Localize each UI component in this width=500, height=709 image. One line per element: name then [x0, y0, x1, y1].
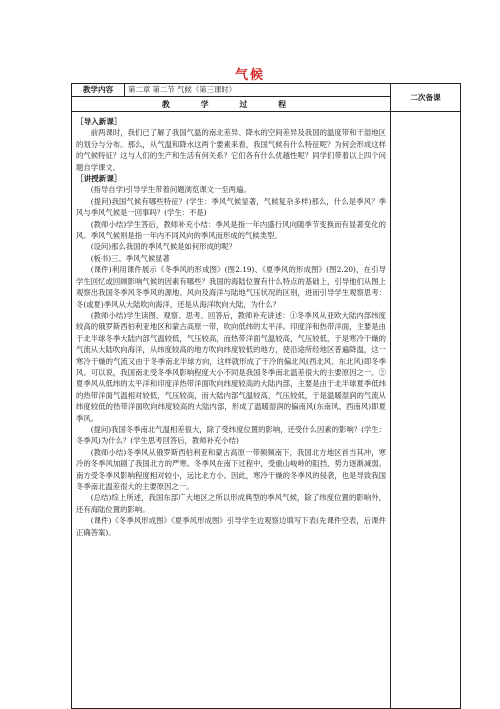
teaching-content-label: 教学内容 [72, 84, 125, 97]
lesson-paragraph: (课件)利用课件展示《冬季风的形成图》(图2.19)、《夏季风的形成图》(图2.20)，在引导学生回忆或回顾影响气候的因素有哪些？我国的海陆位置有什么特点的基础上，引导他们从图上观察出我国冬季风冬季风的源地、风向及海洋与陆地气压状况的区别，进而引导学生观察思考：冬(或夏)季风从大陆吹向海洋，还是从海洋吹向大陆，为什么？ [76, 265, 386, 309]
intro-paragraph: 前两课时，我们已了解了我国气温的南北差异、降水的空间差异及我国的温度带和干湿地区的划分与分布。那么，从气温和降水这两个要素来看，我国气候有什么特征呢？为何会形成这样的气候特征？这与人们的生产和生活有何关系？它们各有什么优越性呢？同学们带着以上四个问题自学课文。 [76, 128, 386, 172]
lesson-paragraph: (课件)《冬季风形成图》《夏季风形成图》引导学生边观察边填写下表(先课件空表，后课件正确答案)。 [76, 516, 386, 537]
document-title: 气候 [234, 68, 265, 83]
lesson-paragraph: (设问)那么我国的季风气候是如何形成的呢？ [90, 242, 236, 252]
header-row [72, 84, 461, 97]
section-heading-intro: ［导入新课］ [76, 117, 122, 126]
teaching-process-heading: 教 学 过 程 [72, 97, 391, 112]
lesson-paragraph: (教师小结)冬季风从俄罗斯西伯利亚和蒙古高原一带频频南下，我国北方地区首当其冲，寒冷的冬季风加剧了我国北方的严寒。冬季风在南下过程中，受重山峻岭的阻挡，势力逐渐减弱。南方受冬季风影响程度相对较小，远比北方小。因此，寒冷干燥的冬季风的侵袭，也是导致我国冬季南北温差很大的主要原因之一。 [76, 447, 386, 491]
second-prep-column [391, 112, 461, 709]
teaching-content-value: 第二章 第二节 气候（第三课时） [125, 84, 391, 97]
lesson-paragraph: (提问)我国冬季南北气温相差很大，除了受纬度位置的影响，还受什么因素的影响？(学生：冬季风)为什么？(学生思考回答后，教师补充小结) [76, 424, 386, 446]
lesson-paragraph: (提问)我国气候有哪些特征？(学生：季风气候显著，气候复杂多样)那么，什么是季风？季风与季风气候是一回事吗？(学生：不是) [76, 196, 386, 218]
lesson-plan-table [71, 83, 461, 709]
lesson-paragraph: (板书)三、季风气候显著 [90, 253, 170, 263]
lesson-paragraph: (总结)综上所述，我国东部广大地区之所以形成典型的季风气候，除了纬度位置的影响外，还有海陆位置的影响。 [76, 493, 386, 514]
lesson-paragraph: (指导自学)引导学生带着问题浏览课文一至两遍。 [90, 185, 251, 195]
content-row [72, 112, 461, 709]
second-prep-heading: 二次备课 [391, 84, 461, 112]
lesson-body [72, 112, 391, 709]
lesson-paragraph: (教师小结)学生读图、观察、思考、回答后，教师补充讲述：①冬季风从亚欧大陆内部纬度较高的俄罗斯西伯利亚地区和蒙古高原一带，吹向低纬的太平洋。印度洋和热带洋面，主要是由于北半球冬季大陆内部气温较低，气压较高，而热带洋面气温较高，气压较低，于是寒冷干燥的气流从大陆吹向海洋，从纬度较高的地方吹向纬度较低的地方，使沿途所经地区普遍降温，这一寒冷干燥的气流又由于冬季南北半球方向，这样就形成了干冷的偏北风(西北风、东北风)即冬季风。可以说，我国南北受冬季风影响程度大小不同是我国冬季南北温差很大的主要原因之一。②夏季风从低纬的太平洋和印度洋热带洋面吹向纬度较高的大陆内部，主要是由于北半球夏季低纬的热带洋面气温相对较低，气压较高，而大陆内部气温较高，气压较低，于是温暖湿润的气流从纬度较低的热带洋面吹向纬度较高的大陆内部，形成了温暖湿润的偏南风(东南风、西南风)即夏季风。 [76, 310, 386, 423]
section-heading-new-lesson: ［讲授新课］ [76, 174, 122, 184]
lesson-paragraph: (教师小结)学生答后，教师补充小结：季风是指一年内盛行风向随季节变换而有显著变化的风。季风气候则是指一年内不同风向的季风而形成的气候类型。 [76, 219, 386, 241]
